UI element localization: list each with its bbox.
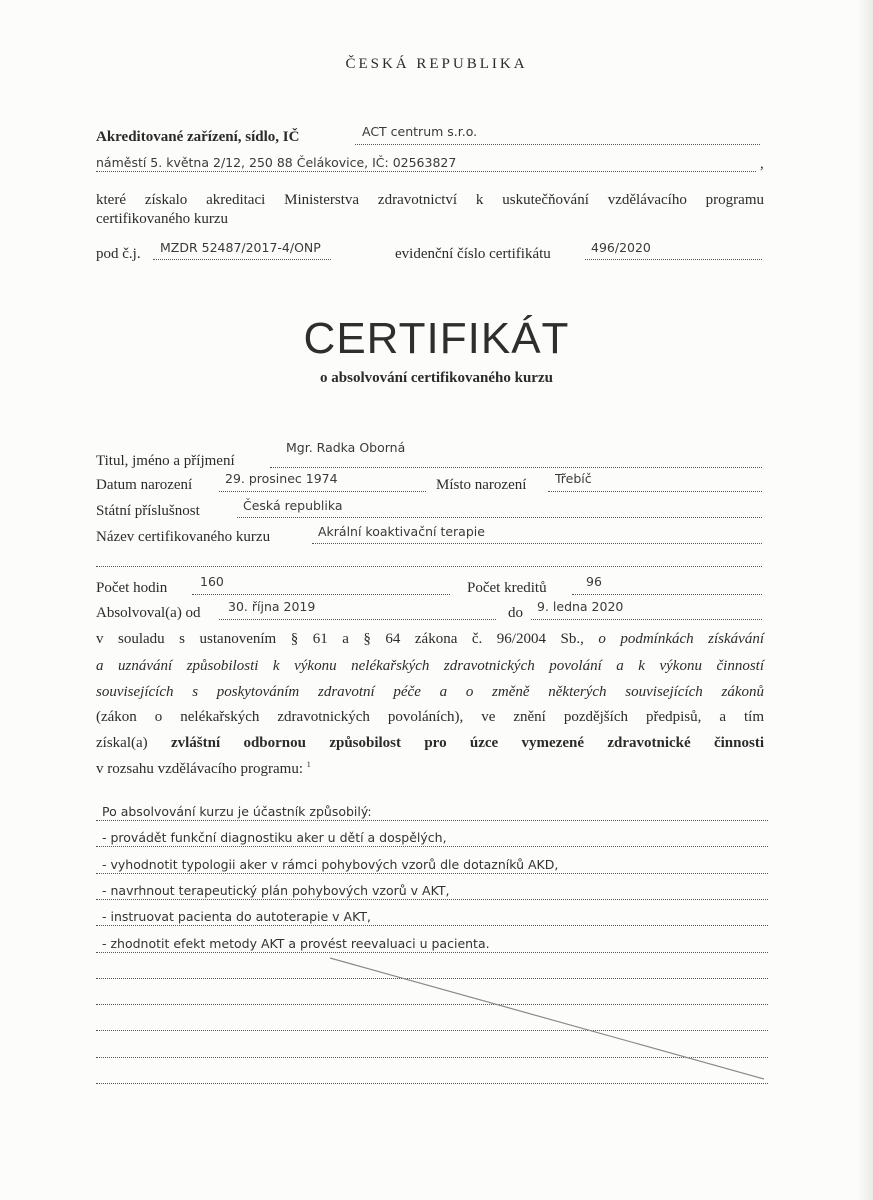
program-line-text: - navrhnout terapeutický plán pohybových vzorů v AKT, (102, 882, 450, 898)
pob-label: Místo narození (436, 477, 527, 493)
accreditation-line-1: které získalo akreditaci Ministerstva zdravotnictví k uskutečňování vzdělávacího programu (96, 192, 764, 208)
pob-value: Třebíč (555, 471, 592, 486)
facility-name: ACT centrum s.r.o. (362, 124, 478, 139)
program-line-text: - zhodnotit efekt metody AKT a provést reevaluaci u pacienta. (102, 935, 490, 951)
legal-line-1-italic: o podmínkách získávání (598, 631, 765, 647)
dob-label: Datum narození (96, 477, 193, 493)
program-line-text: Po absolvování kurzu je účastník způsobilý: (102, 804, 372, 819)
hours-value: 160 (200, 574, 224, 589)
name-label: Titul, jméno a příjmení (96, 453, 235, 469)
reference-label: pod č.j. (96, 246, 141, 262)
legal-line-5-bold: zvláštní odbornou způsobilost pro úzce vymezené zdravotnické činnosti (170, 735, 764, 751)
certificate-number-label: evidenční číslo certifikátu (395, 246, 551, 262)
hours-label: Počet hodin (96, 580, 168, 596)
country-heading: ČESKÁ REPUBLIKA (345, 56, 528, 72)
course-label: Název certifikovaného kurzu (96, 529, 271, 545)
program-line-text: - provádět funkční diagnostiku aker u dětí a dospělých, (102, 830, 447, 846)
legal-line-1-normal: v souladu s ustanovením § 61 a § 64 zákona č. 96/2004 Sb., (96, 631, 584, 647)
name-value: Mgr. Radka Oborná (286, 440, 406, 455)
reference-value: MZDR 52487/2017-4/ONP (160, 240, 321, 255)
dob-value: 29. prosinec 1974 (225, 471, 338, 486)
from-value: 30. října 2019 (228, 599, 316, 614)
to-label: do (508, 605, 523, 621)
legal-line-5-normal: získal(a) (96, 735, 148, 751)
to-value: 9. ledna 2020 (537, 599, 624, 614)
from-label: Absolvoval(a) od (96, 605, 201, 621)
facility-comma: , (760, 156, 764, 172)
accreditation-line-2: certifikovaného kurzu (96, 211, 229, 227)
credits-value: 96 (586, 574, 602, 589)
program-line-text: - instruovat pacienta do autoterapie v AKT, (102, 909, 371, 925)
program-line-text: - vyhodnotit typologii aker v rámci pohybových vzorů dle dotazníků AKD, (102, 856, 559, 872)
legal-line-2: a uznávání způsobilosti k výkonu nelékařských zdravotnických povolání a k výkonu činností (96, 658, 764, 674)
legal-line-6-normal: v rozsahu vzdělávacího programu: (96, 761, 304, 777)
nationality-label: Státní příslušnost (96, 503, 200, 519)
certificate-subtitle: o absolvování certifikovaného kurzu (320, 370, 553, 386)
legal-line-3: souvisejících s poskytováním zdravotní péče a o změně některých souvisejících zákonů (96, 684, 764, 700)
course-value: Akrální koaktivační terapie (318, 524, 485, 539)
footnote-marker: 1 (306, 760, 311, 769)
nationality-value: Česká republika (243, 498, 343, 513)
certificate-title: CERTIFIKÁT (303, 314, 570, 363)
certificate-number-value: 496/2020 (591, 240, 651, 255)
legal-line-4: (zákon o nelékařských zdravotnických povoláních), ve znění pozdějších předpisů, a tím (96, 709, 764, 725)
facility-label: Akreditované zařízení, sídlo, IČ (96, 129, 300, 145)
facility-address: náměstí 5. května 2/12, 250 88 Čelákovice, IČ: 02563827 (96, 155, 457, 170)
credits-label: Počet kreditů (467, 580, 547, 596)
